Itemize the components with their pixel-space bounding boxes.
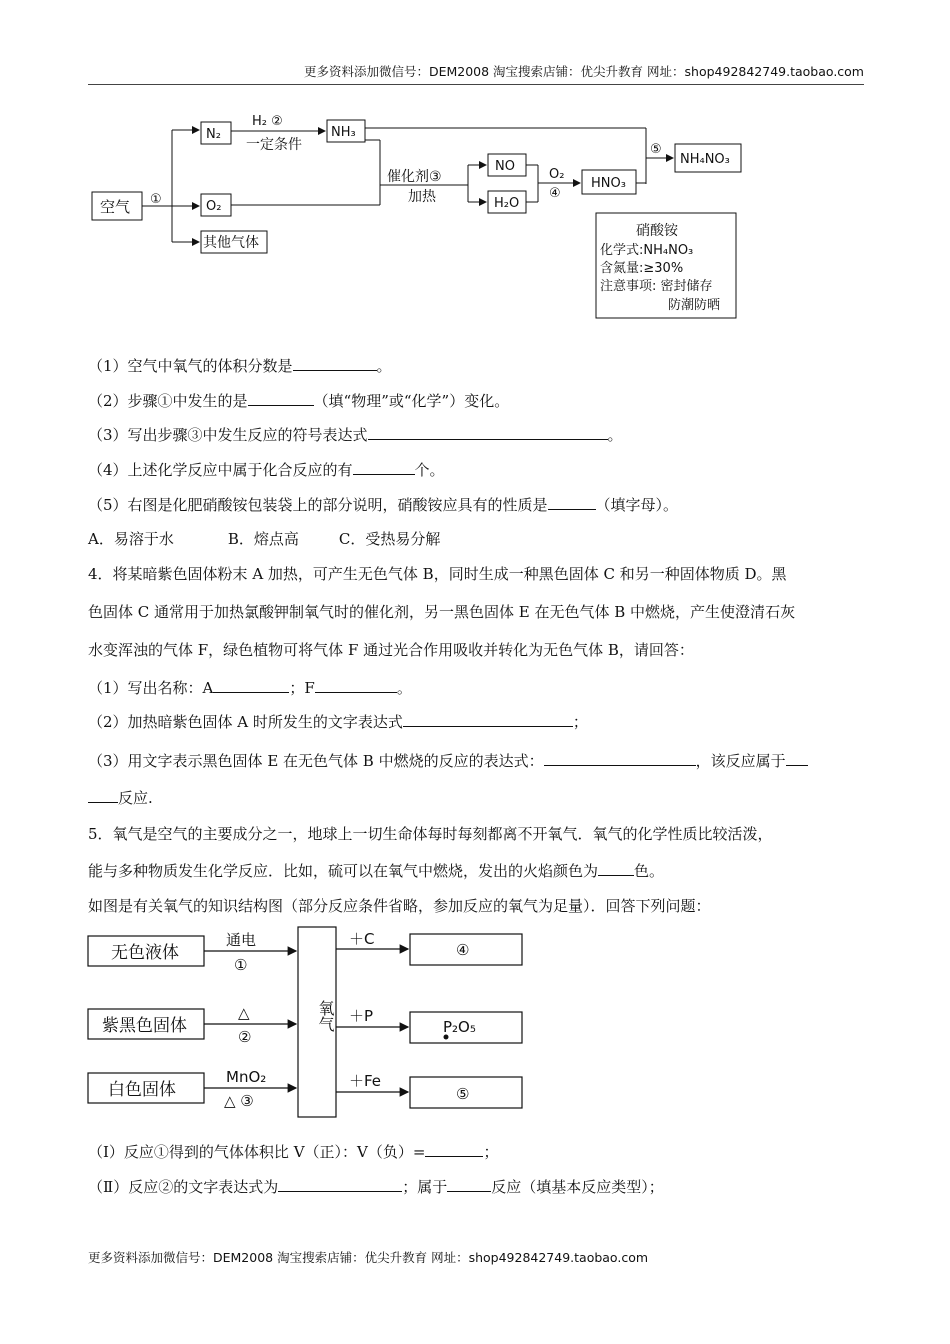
electrolysis-label: 通电 bbox=[226, 931, 257, 949]
q3-options bbox=[88, 528, 440, 549]
hno3-box: HNO₃ bbox=[591, 176, 626, 191]
answer-blank[interactable] bbox=[403, 712, 573, 727]
page-footer: 更多资料添加微信号：DEM2008 淘宝搜索店铺：优尖升教育 网址：shop492842749.taobao.com bbox=[88, 1250, 649, 1265]
oxygen-structure-diagram bbox=[0, 920, 950, 1130]
q5-part1: （Ⅰ）反应①得到的气体体积比 V（正）：V（负）= ； bbox=[88, 1143, 499, 1161]
answer-blank[interactable] bbox=[368, 425, 608, 440]
plus-p-label: ＋P bbox=[349, 1007, 374, 1025]
heat-triangle-1: △ bbox=[238, 1004, 250, 1022]
nh4no3-box: NH₄NO₃ bbox=[680, 152, 730, 167]
answer-blank[interactable] bbox=[544, 751, 696, 766]
h2-step2-label: H₂ ② bbox=[252, 114, 283, 129]
reaction1-label: ① bbox=[234, 956, 248, 974]
reaction2-label: ② bbox=[238, 1028, 252, 1046]
p2o5-box: P₂O₅ bbox=[443, 1018, 476, 1036]
answer-blank[interactable] bbox=[353, 460, 415, 475]
catalyst-step3-label: 催化剂③ bbox=[387, 169, 442, 185]
n2-box: N₂ bbox=[206, 127, 221, 142]
answer-blank[interactable] bbox=[786, 751, 808, 766]
option-c: C．受热易分解 bbox=[338, 530, 441, 548]
plus-fe-label: ＋Fe bbox=[349, 1072, 382, 1090]
o2-box: O₂ bbox=[206, 199, 222, 214]
oxygen-box: 氧气 bbox=[316, 1000, 335, 1032]
purple-black-solid-box: 紫黑色固体 bbox=[102, 1016, 187, 1036]
label-nitrogen: 含氮量:≥30% bbox=[600, 261, 684, 276]
option-b: B．熔点高 bbox=[227, 530, 299, 548]
nh3-box: NH₃ bbox=[331, 125, 356, 140]
o2-step4-label: O₂ bbox=[549, 167, 565, 182]
heat-triangle-reaction3: △ ③ bbox=[224, 1092, 254, 1110]
page-header: 更多资料添加微信号：DEM2008 淘宝搜索店铺：优尖升教育 网址：shop492842749.taobao.com bbox=[88, 62, 864, 85]
mno2-label: MnO₂ bbox=[226, 1068, 267, 1086]
condition-label: 一定条件 bbox=[246, 137, 302, 153]
answer-blank[interactable] bbox=[425, 1142, 483, 1157]
product4-box: ④ bbox=[456, 941, 470, 959]
q4-part3-cont: 反应. bbox=[88, 787, 153, 808]
q4-part3: （3）用文字表示黑色固体 E 在无色气体 B 中燃烧的反应的表达式： ，该反应属于 bbox=[88, 750, 808, 771]
answer-blank[interactable] bbox=[315, 678, 397, 693]
q4-para-line2: 色固体 C 通常用于加热氯酸钾制氧气时的催化剂，另一黑色固体 E 在无色气体 B 中燃烧，产生使澄清石灰 bbox=[88, 603, 796, 621]
air-box: 空气 bbox=[100, 198, 131, 216]
answer-blank[interactable] bbox=[88, 788, 118, 803]
q3-part4: （4）上述化学反应中属于化合反应的有 个。 bbox=[88, 461, 445, 479]
h2o-box: H₂O bbox=[494, 196, 520, 211]
q3-part1: （1）空气中氧气的体积分数是 。 bbox=[88, 357, 392, 375]
q4-part2: （2）加热暗紫色固体 A 时所发生的文字表达式 ； bbox=[88, 713, 588, 731]
answer-blank[interactable] bbox=[598, 861, 634, 876]
answer-blank[interactable] bbox=[548, 495, 596, 510]
q5-para-line1: 5．氧气是空气的主要成分之一，地球上一切生命体每时每刻都离不开氧气．氧气的化学性质比较活泼， bbox=[88, 825, 773, 843]
label-formula: 化学式:NH₄NO₃ bbox=[600, 243, 694, 258]
q5-para-line3: 如图是有关氧气的知识结构图（部分反应条件省略，参加反应的氧气为足量）．回答下列问题： bbox=[88, 897, 711, 915]
option-a: A．易溶于水 bbox=[88, 530, 174, 548]
ammonium-nitrate-flow-diagram bbox=[0, 0, 950, 330]
colorless-liquid-box: 无色液体 bbox=[111, 943, 179, 963]
step5-label: ⑤ bbox=[650, 142, 662, 157]
answer-blank[interactable] bbox=[447, 1177, 491, 1192]
heat-label: 加热 bbox=[408, 189, 436, 205]
answer-blank[interactable] bbox=[213, 678, 289, 693]
other-gases-box: 其他气体 bbox=[203, 235, 259, 251]
label-title: 硝酸铵 bbox=[636, 223, 678, 239]
q5-part2: （Ⅱ）反应②的文字表达式为 ；属于 反应（填基本反应类型）； bbox=[88, 1178, 664, 1196]
no-box: NO bbox=[495, 159, 515, 174]
q3-part2: （2）步骤①中发生的是 （填“物理”或“化学”）变化。 bbox=[88, 392, 510, 410]
product5-box: ⑤ bbox=[456, 1085, 470, 1103]
label-notes2: 防潮防晒 bbox=[668, 298, 721, 313]
label-notes: 注意事项: 密封储存 bbox=[600, 279, 713, 294]
q3-part3: （3）写出步骤③中发生反应的符号表达式 。 bbox=[88, 426, 623, 444]
q4-para-line1: 4．将某暗紫色固体粉末 A 加热，可产生无色气体 B，同时生成一种黑色固体 C 和另一种固体物质 D。黑 bbox=[88, 565, 787, 583]
q3-part5: （5）右图是化肥硝酸铵包装袋上的部分说明，硝酸铵应具有的性质是 （填字母）。 bbox=[88, 496, 679, 514]
plus-c-label: ＋C bbox=[349, 930, 375, 948]
q4-part1: （1）写出名称：A ；F 。 bbox=[88, 679, 412, 697]
white-solid-box: 白色固体 bbox=[108, 1080, 176, 1100]
step4-label: ④ bbox=[549, 186, 561, 201]
q5-para-line2: 能与多种物质发生化学反应．比如，硫可以在氧气中燃烧，发出的火焰颜色为 色。 bbox=[88, 862, 665, 880]
step1-label: ① bbox=[150, 192, 162, 207]
q4-para-line3: 水变浑浊的气体 F，绿色植物可将气体 F 通过光合作用吸收并转化为无色气体 B，请回答： bbox=[88, 641, 694, 659]
answer-blank[interactable] bbox=[248, 391, 314, 406]
answer-blank[interactable] bbox=[278, 1177, 402, 1192]
answer-blank[interactable] bbox=[293, 356, 377, 371]
